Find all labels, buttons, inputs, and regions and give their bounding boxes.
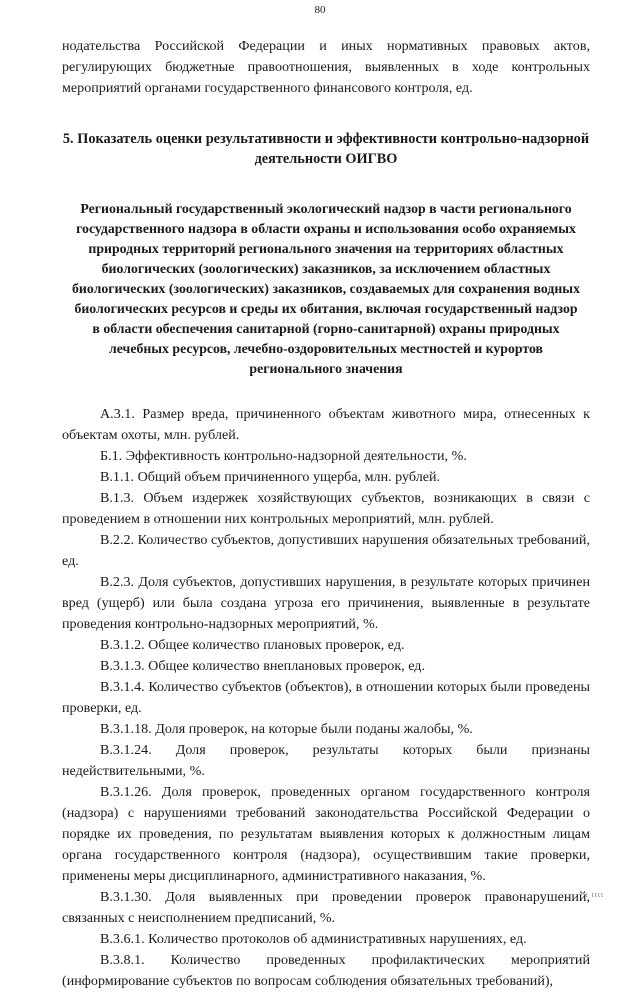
indicator-item: В.3.1.18. Доля проверок, на которые были поданы жалобы, %. (100, 721, 473, 737)
indicator-item: В.3.6.1. Количество протоколов об административных нарушениях, ед. (100, 931, 527, 947)
indicator-item: В.3.8.1. Количество проведенных профилактических мероприятий (информирование субъектов по вопросам соблюдения обязательных требований), (62, 952, 590, 989)
indicator-item: В.3.1.26. Доля проверок, проведенных органом государственного контроля (надзора) с нарушениями требований законодательства Российской Федерации о порядке их проведения, по результатам выявления которых к должностным лицам органа государственного контроля (надзора), осуществившим такие проверки, применены меры дисциплинарного, административного наказания, %. (62, 784, 590, 884)
indicator-item: Б.1. Эффективность контрольно-надзорной деятельности, %. (100, 448, 467, 464)
subsection-title: Региональный государственный экологический надзор в части регионального государственного надзора в области охраны и использования особо охраняемых природных территорий регионального значения на территориях областных биологических (зоологических) заказников, за исключением областных биологических (зоологических) заказников, создаваемых для сохранения водных биологических ресурсов и среды их обитания, включая государственный надзор в области обеспечения санитарной (горно-санитарной) охраны природных лечебных ресурсов, лечебно-оздоровительных местностей и курортов регионального значения (72, 201, 580, 376)
indicator-item: В.2.2. Количество субъектов, допустивших нарушения обязательных требований, ед. (62, 532, 590, 569)
section-title: 5. Показатель оценки результативности и эффективности контрольно-надзорной деятельности ОИГВО (62, 131, 590, 167)
indicator-item: В.2.3. Доля субъектов, допустивших нарушения, в результате которых причинен вред (ущерб) или была создана угроза его причинения, выявленные в результате проведения контрольно-надзорных мероприятий, %. (62, 574, 590, 632)
indicator-item: В.3.1.30. Доля выявленных при проведении проверок правонарушений, связанных с неисполнением предписаний, %. (62, 889, 590, 926)
page-number: 80 (314, 4, 326, 16)
indicator-item: В.3.1.2. Общее количество плановых проверок, ед. (100, 637, 405, 653)
scan-mark: ι ιιιι (585, 890, 604, 899)
indicator-item: А.3.1. Размер вреда, причиненного объектам животного мира, отнесенных к объектам охоты, млн. рублей. (62, 406, 590, 443)
indicator-item: В.3.1.24. Доля проверок, результаты которых были признаны недействительными, %. (62, 742, 590, 779)
indicator-list (62, 404, 590, 992)
document-body (62, 36, 590, 992)
indicator-item: В.3.1.4. Количество субъектов (объектов), в отношении которых были проведены проверки, ед. (62, 679, 590, 716)
indicator-item: В.1.1. Общий объем причиненного ущерба, млн. рублей. (100, 469, 441, 485)
indicator-item: В.1.3. Объем издержек хозяйствующих субъектов, возникающих в связи с проведением в отношении них контрольных мероприятий, млн. рублей. (62, 490, 590, 527)
indicator-item: В.3.1.3. Общее количество внеплановых проверок, ед. (100, 658, 425, 674)
intro-paragraph: нодательства Российской Федерации и иных нормативных правовых актов, регулирующих бюджетные правоотношения, выявленных в ходе контрольных мероприятий органами государственного финансового контроля, ед. (62, 38, 590, 96)
